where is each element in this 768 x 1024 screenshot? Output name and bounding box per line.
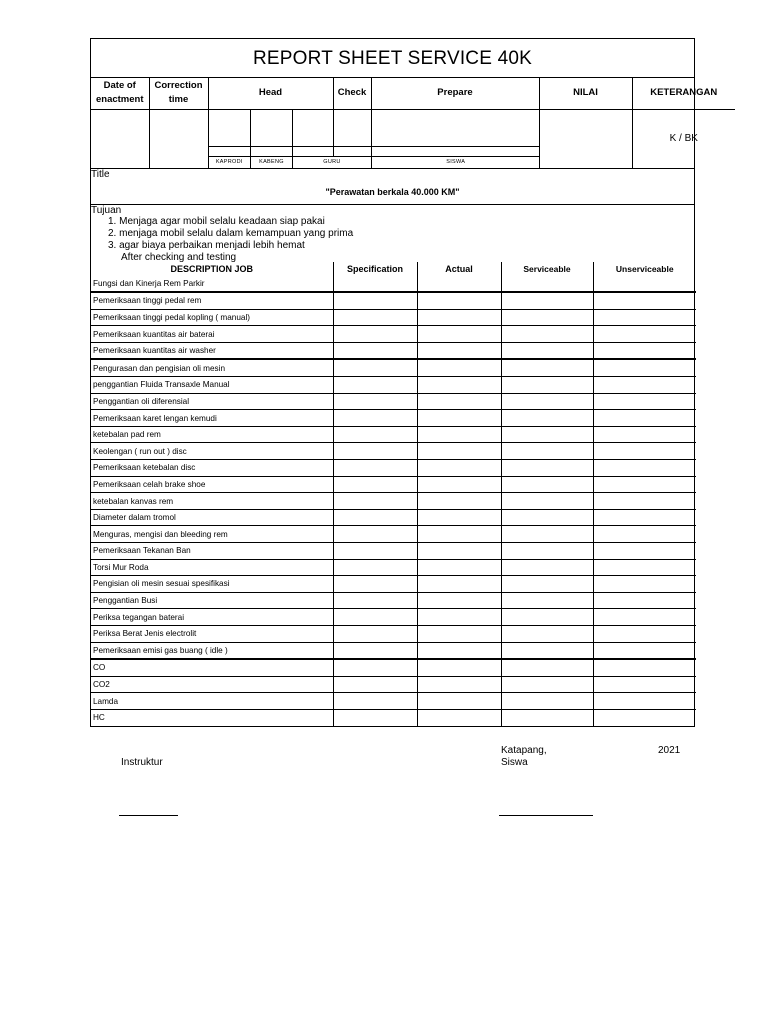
unserviceable-cell[interactable] (593, 543, 696, 560)
job-description: Lamda (91, 693, 333, 710)
serviceable-cell[interactable] (501, 642, 593, 659)
specification-cell[interactable] (333, 676, 417, 693)
serviceable-cell[interactable] (501, 292, 593, 309)
job-description: Penggantian Busi (91, 592, 333, 609)
serviceable-cell[interactable] (501, 426, 593, 443)
specification-cell[interactable] (333, 509, 417, 526)
actual-cell[interactable] (417, 609, 501, 626)
specification-cell[interactable] (333, 443, 417, 460)
specification-cell[interactable] (333, 326, 417, 343)
instruktur-label: Instruktur (121, 757, 163, 768)
job-description: Periksa Berat Jenis electrolit (91, 625, 333, 642)
actual-cell[interactable] (417, 576, 501, 593)
actual-cell[interactable] (417, 476, 501, 493)
title-label: Title (91, 168, 110, 180)
unserviceable-cell[interactable] (593, 476, 696, 493)
serviceable-cell[interactable] (501, 309, 593, 326)
keterangan-value: K / BK (632, 109, 735, 168)
page-title: REPORT SHEET SERVICE 40K (91, 39, 694, 78)
approval-table (91, 78, 735, 168)
tujuan-goals (108, 216, 353, 264)
unserviceable-cell[interactable] (593, 709, 696, 725)
specification-cell[interactable] (333, 559, 417, 576)
date-of-enactment-header: Date of enactment (91, 78, 149, 109)
serviceable-cell[interactable] (501, 625, 593, 642)
serviceable-cell[interactable] (501, 493, 593, 510)
table-row (91, 326, 696, 343)
unserviceable-cell[interactable] (593, 592, 696, 609)
table-row (91, 625, 696, 642)
serviceable-cell[interactable] (501, 709, 593, 725)
actual-cell[interactable] (417, 359, 501, 376)
footer-year: 2021 (658, 745, 681, 756)
actual-cell[interactable] (417, 426, 501, 443)
serviceable-cell[interactable] (501, 576, 593, 593)
unserviceable-cell[interactable] (593, 493, 696, 510)
serviceable-cell[interactable] (501, 659, 593, 676)
specification-column-header: Specification (333, 262, 417, 276)
actual-cell[interactable] (417, 659, 501, 676)
actual-cell[interactable] (417, 543, 501, 560)
table-row (91, 410, 696, 427)
table-row (91, 676, 696, 693)
serviceable-cell[interactable] (501, 543, 593, 560)
actual-cell[interactable] (417, 342, 501, 359)
actual-cell[interactable] (417, 276, 501, 293)
tujuan-label: Tujuan (91, 204, 122, 216)
specification-cell[interactable] (333, 410, 417, 427)
job-description: CO2 (91, 676, 333, 693)
job-table-body (91, 276, 696, 726)
job-description: Periksa tegangan baterai (91, 609, 333, 626)
serviceable-cell[interactable] (501, 559, 593, 576)
specification-cell[interactable] (333, 342, 417, 359)
job-description: Torsi Mur Roda (91, 559, 333, 576)
tujuan-section (91, 204, 694, 262)
serviceable-cell[interactable] (501, 359, 593, 376)
serviceable-cell[interactable] (501, 509, 593, 526)
specification-cell[interactable] (333, 476, 417, 493)
serviceable-cell[interactable] (501, 526, 593, 543)
unserviceable-cell[interactable] (593, 342, 696, 359)
kabeng-label: KABENG (251, 156, 293, 167)
job-table (91, 262, 696, 276)
unserviceable-cell[interactable] (593, 292, 696, 309)
job-description: Pemeriksaan tinggi pedal kopling ( manual) (91, 309, 333, 326)
actual-cell[interactable] (417, 326, 501, 343)
actual-cell[interactable] (417, 410, 501, 427)
serviceable-cell[interactable] (501, 342, 593, 359)
job-description: Pemeriksaan karet lengan kemudi (91, 410, 333, 427)
actual-cell[interactable] (417, 393, 501, 410)
table-row (91, 642, 696, 659)
unserviceable-cell[interactable] (593, 676, 696, 693)
serviceable-cell[interactable] (501, 693, 593, 710)
unserviceable-cell[interactable] (593, 576, 696, 593)
job-description: Menguras, mengisi dan bleeding rem (91, 526, 333, 543)
serviceable-cell[interactable] (501, 676, 593, 693)
instruktur-signature-line (119, 815, 178, 816)
table-row (91, 443, 696, 460)
job-description: Pengurasan dan pengisian oli mesin (91, 359, 333, 376)
table-row (91, 276, 696, 293)
actual-cell[interactable] (417, 526, 501, 543)
goal-item: 3. agar biaya perbaikan menjadi lebih hemat (108, 239, 305, 251)
job-description: Pemeriksaan emisi gas buang ( idle ) (91, 642, 333, 659)
unserviceable-cell[interactable] (593, 276, 696, 293)
unserviceable-cell[interactable] (593, 326, 696, 343)
correction-time-cell[interactable] (149, 109, 208, 168)
job-description: Diameter dalam tromol (91, 509, 333, 526)
table-row (91, 426, 696, 443)
job-description: Penggantian oli diferensial (91, 393, 333, 410)
unserviceable-column-header: Unserviceable (593, 262, 696, 276)
description-column-header: DESCRIPTION JOB (91, 262, 333, 276)
table-row (91, 526, 696, 543)
actual-cell[interactable] (417, 309, 501, 326)
table-row (91, 576, 696, 593)
table-row (91, 693, 696, 710)
serviceable-cell[interactable] (501, 443, 593, 460)
actual-cell[interactable] (417, 592, 501, 609)
date-of-enactment-cell[interactable] (91, 109, 149, 168)
kaprodi-label: KAPRODI (209, 156, 251, 167)
table-row (91, 309, 696, 326)
kabeng-signature-cell[interactable] (251, 110, 293, 147)
unserviceable-cell[interactable] (593, 559, 696, 576)
unserviceable-cell[interactable] (593, 309, 696, 326)
job-description: Pengisian oli mesin sesuai spesifikasi (91, 576, 333, 593)
unserviceable-cell[interactable] (593, 693, 696, 710)
specification-cell[interactable] (333, 576, 417, 593)
actual-cell[interactable] (417, 559, 501, 576)
unserviceable-cell[interactable] (593, 509, 696, 526)
table-row (91, 460, 696, 477)
job-description: Pemeriksaan celah brake shoe (91, 476, 333, 493)
job-description: ketebalan kanvas rem (91, 493, 333, 510)
unserviceable-cell[interactable] (593, 659, 696, 676)
serviceable-cell[interactable] (501, 609, 593, 626)
serviceable-cell[interactable] (501, 326, 593, 343)
head-header: Head (208, 78, 333, 109)
actual-cell[interactable] (417, 693, 501, 710)
table-row (91, 359, 696, 376)
table-row (91, 609, 696, 626)
specification-cell[interactable] (333, 693, 417, 710)
actual-cell[interactable] (417, 460, 501, 477)
actual-cell[interactable] (417, 642, 501, 659)
prepare-header: Prepare (371, 78, 539, 109)
job-description: Pemeriksaan ketebalan disc (91, 460, 333, 477)
specification-cell[interactable] (333, 309, 417, 326)
nilai-header: NILAI (539, 78, 632, 109)
actual-cell[interactable] (417, 292, 501, 309)
actual-cell[interactable] (417, 625, 501, 642)
table-row (91, 543, 696, 560)
goal-item: 2. menjaga mobil selalu dalam kemampuan yang prima (108, 227, 354, 239)
job-description: penggantian Fluida Transaxle Manual (91, 377, 333, 394)
serviceable-cell[interactable] (501, 476, 593, 493)
specification-cell[interactable] (333, 493, 417, 510)
table-row (91, 377, 696, 394)
unserviceable-cell[interactable] (593, 443, 696, 460)
table-row (91, 659, 696, 676)
specification-cell[interactable] (333, 460, 417, 477)
table-row (91, 342, 696, 359)
siswa-signature-line (499, 815, 593, 816)
title-value: "Perawatan berkala 40.000 KM" (325, 186, 460, 197)
actual-column-header: Actual (417, 262, 501, 276)
actual-cell[interactable] (417, 443, 501, 460)
job-description: CO (91, 659, 333, 676)
siswa-signature-cell[interactable] (372, 110, 540, 147)
job-description: Pemeriksaan tinggi pedal rem (91, 292, 333, 309)
specification-cell[interactable] (333, 359, 417, 376)
job-description: Pemeriksaan Tekanan Ban (91, 543, 333, 560)
serviceable-cell[interactable] (501, 592, 593, 609)
guru-signature-cell[interactable] (293, 110, 334, 147)
serviceable-cell[interactable] (501, 276, 593, 293)
unserviceable-cell[interactable] (593, 410, 696, 427)
specification-cell[interactable] (333, 426, 417, 443)
actual-cell[interactable] (417, 709, 501, 725)
serviceable-cell[interactable] (501, 460, 593, 477)
job-description: Fungsi dan Kinerja Rem Parkir (91, 276, 333, 293)
footer-place: Katapang, (501, 745, 547, 756)
unserviceable-cell[interactable] (593, 359, 696, 376)
specification-cell[interactable] (333, 276, 417, 293)
job-description: HC (91, 709, 333, 725)
specification-cell[interactable] (333, 659, 417, 676)
unserviceable-cell[interactable] (593, 460, 696, 477)
actual-cell[interactable] (417, 377, 501, 394)
specification-cell[interactable] (333, 292, 417, 309)
unserviceable-cell[interactable] (593, 426, 696, 443)
title-section (91, 168, 694, 204)
specification-cell[interactable] (333, 709, 417, 725)
job-description: Pemeriksaan kuantitas air washer (91, 342, 333, 359)
after-note: After checking and testing (121, 251, 237, 263)
table-row (91, 393, 696, 410)
check-signature-cell[interactable] (334, 110, 372, 147)
specification-cell[interactable] (333, 592, 417, 609)
specification-cell[interactable] (333, 543, 417, 560)
serviceable-cell[interactable] (501, 393, 593, 410)
nilai-cell[interactable] (539, 109, 632, 168)
table-row (91, 509, 696, 526)
unserviceable-cell[interactable] (593, 642, 696, 659)
signature-area (208, 109, 539, 168)
unserviceable-cell[interactable] (593, 609, 696, 626)
report-sheet (90, 38, 718, 727)
unserviceable-cell[interactable] (593, 625, 696, 642)
specification-cell[interactable] (333, 625, 417, 642)
actual-cell[interactable] (417, 509, 501, 526)
serviceable-cell[interactable] (501, 377, 593, 394)
table-row (91, 476, 696, 493)
job-description: ketebalan pad rem (91, 426, 333, 443)
specification-cell[interactable] (333, 393, 417, 410)
siswa-label-footer: Siswa (501, 757, 528, 768)
siswa-label: SISWA (372, 156, 540, 167)
table-row (91, 493, 696, 510)
serviceable-column-header: Serviceable (501, 262, 593, 276)
unserviceable-cell[interactable] (593, 526, 696, 543)
table-row (91, 559, 696, 576)
unserviceable-cell[interactable] (593, 393, 696, 410)
actual-cell[interactable] (417, 676, 501, 693)
unserviceable-cell[interactable] (593, 377, 696, 394)
specification-cell[interactable] (333, 642, 417, 659)
specification-cell[interactable] (333, 609, 417, 626)
serviceable-cell[interactable] (501, 410, 593, 427)
table-row (91, 592, 696, 609)
check-header: Check (333, 78, 371, 109)
keterangan-header: KETERANGAN (632, 78, 735, 109)
table-row (91, 292, 696, 309)
actual-cell[interactable] (417, 493, 501, 510)
goal-item: 1. Menjaga agar mobil selalu keadaan siap pakai (108, 215, 325, 227)
guru-label: GURU (293, 156, 372, 167)
kaprodi-signature-cell[interactable] (209, 110, 251, 147)
job-description: Keolengan ( run out ) disc (91, 443, 333, 460)
specification-cell[interactable] (333, 377, 417, 394)
job-description: Pemeriksaan kuantitas air baterai (91, 326, 333, 343)
table-row (91, 709, 696, 725)
correction-time-header: Correction time (149, 78, 208, 109)
specification-cell[interactable] (333, 526, 417, 543)
